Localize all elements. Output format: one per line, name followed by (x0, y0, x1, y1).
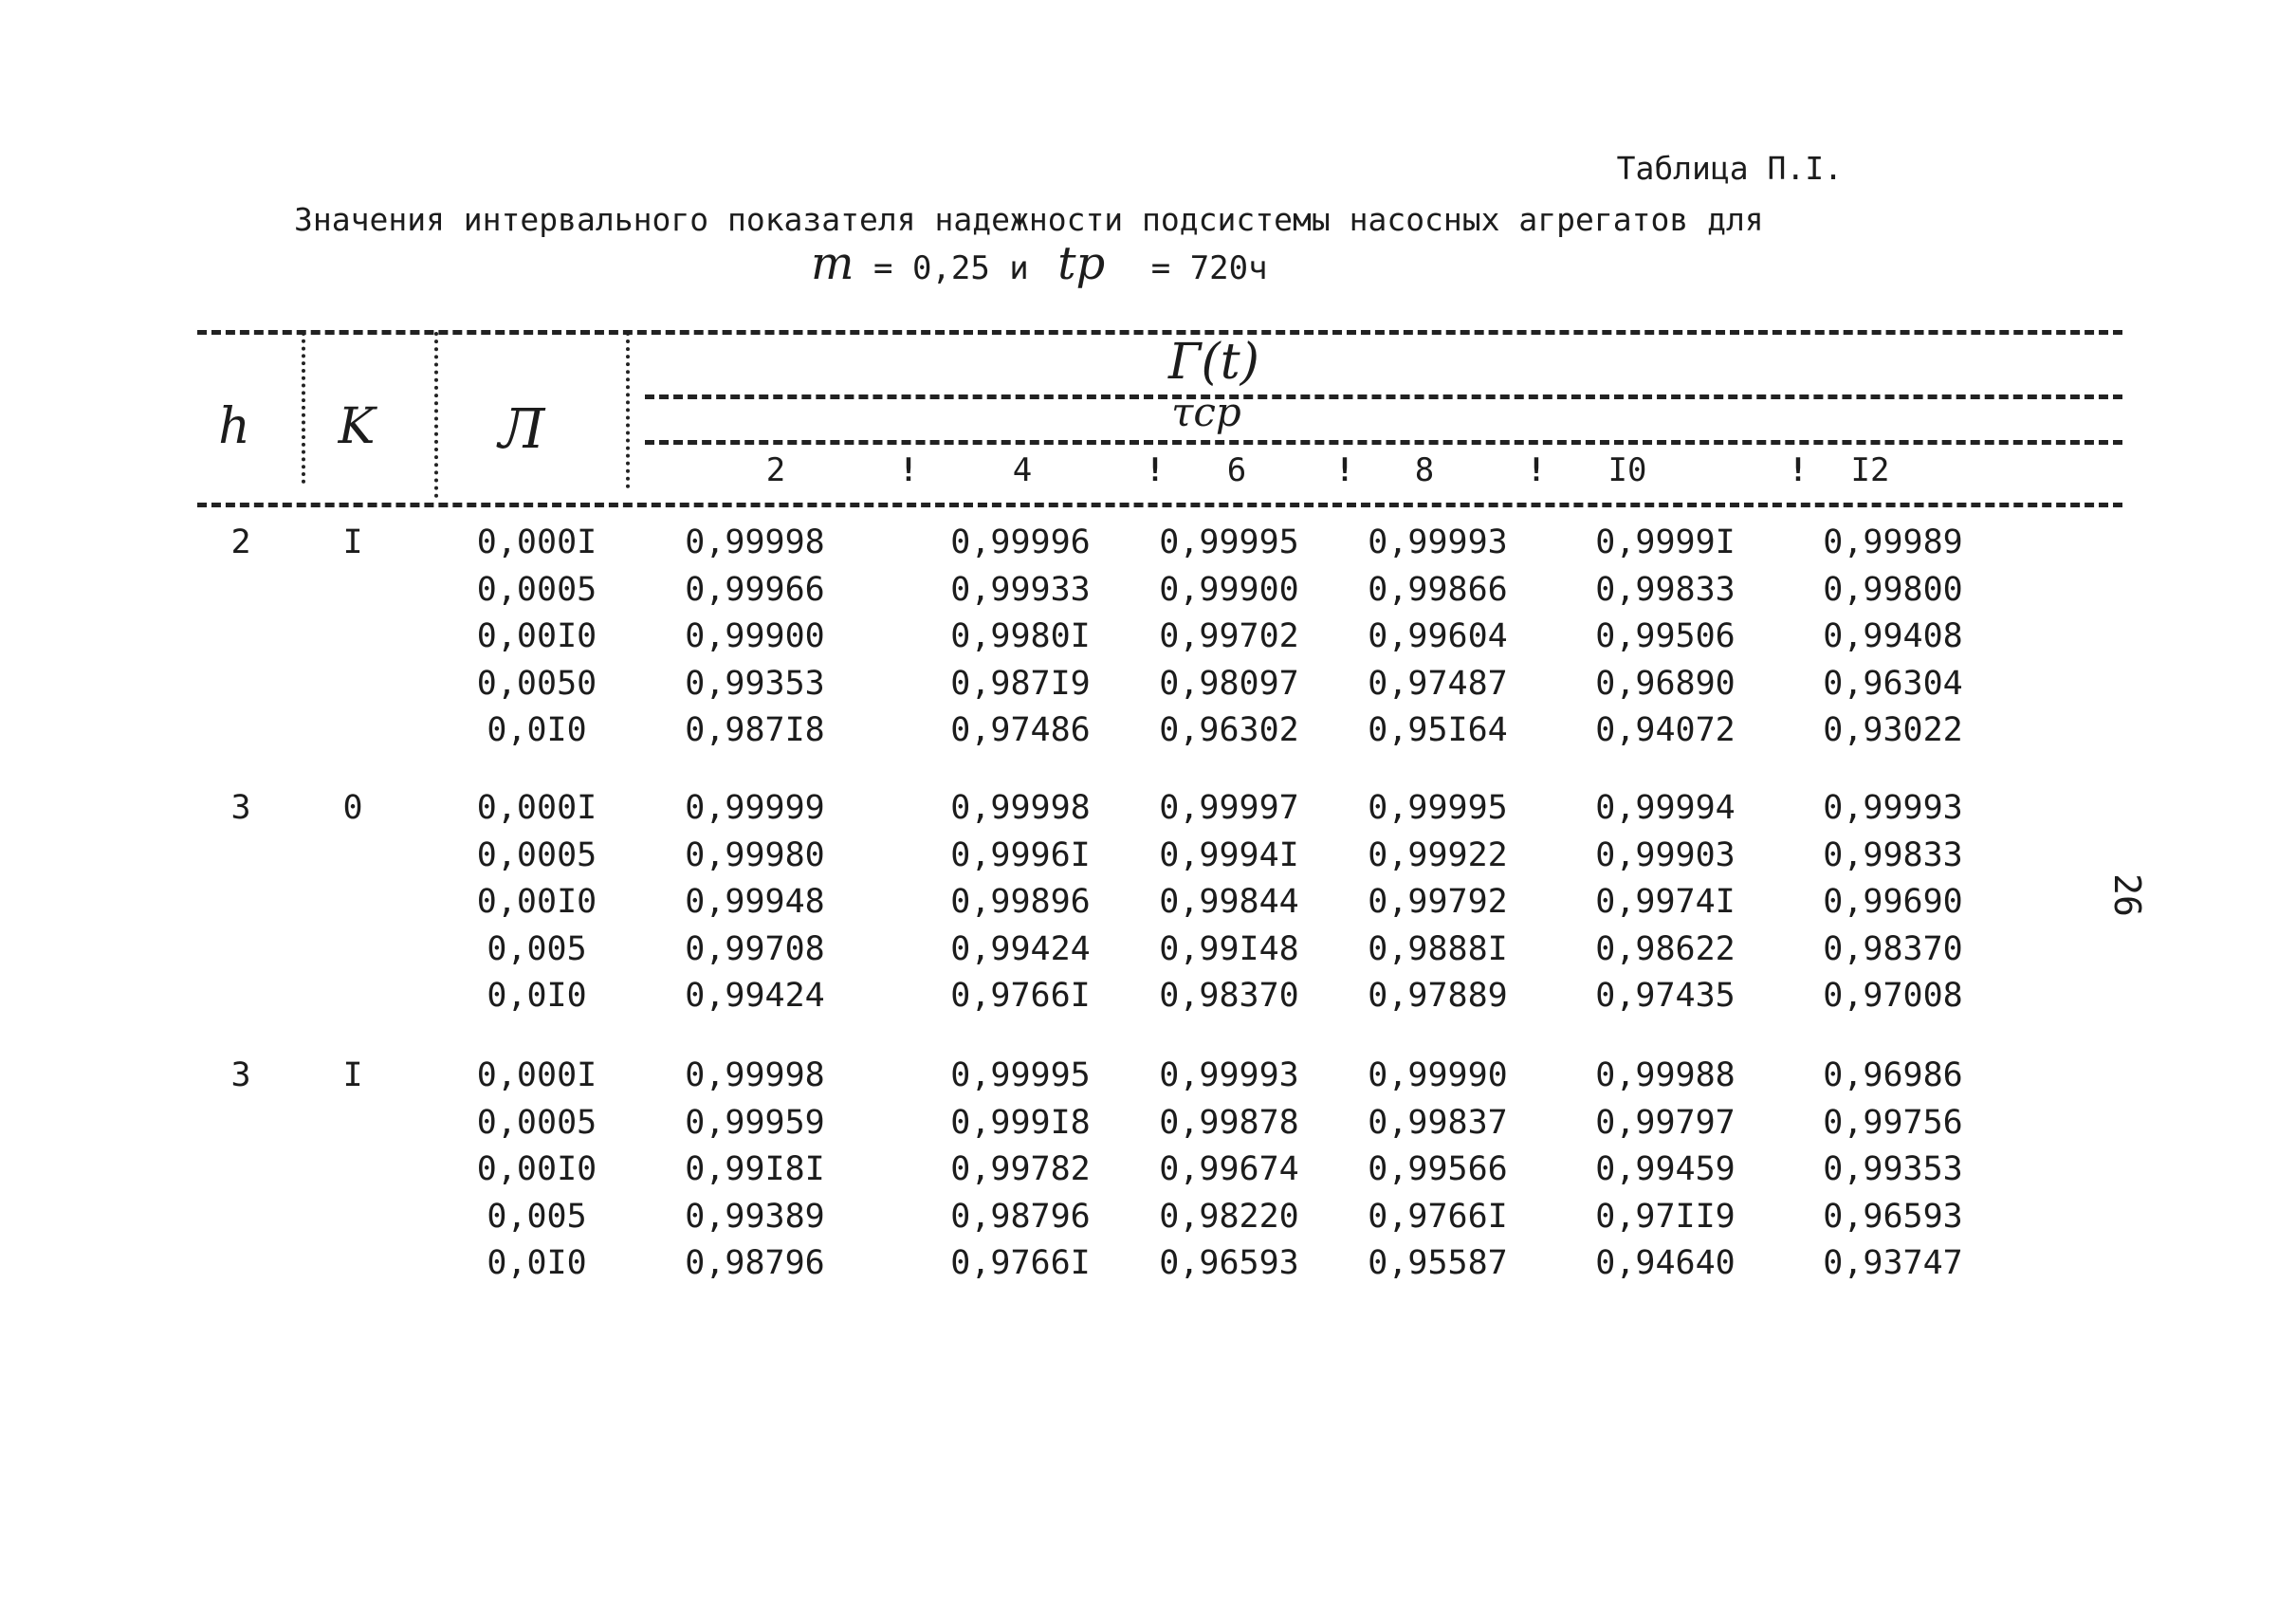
reliability-value-cell: 0,97435 (1595, 977, 1736, 1015)
reliability-value-cell: 0,99993 (1159, 1056, 1299, 1094)
column-divider: ! (1526, 451, 1547, 489)
header-tau: τср (1171, 389, 1241, 435)
reliability-value-cell: 0,94640 (1595, 1244, 1736, 1282)
reliability-value-cell: 0,99980 (685, 835, 825, 874)
reliability-value-cell: 0,99690 (1823, 883, 1963, 921)
reliability-value-cell: 0,9766I (950, 1244, 1091, 1282)
reliability-value-cell: 0,99999 (685, 789, 825, 827)
reliability-value-cell: 0,99996 (950, 523, 1091, 561)
lambda-cell: 0,00I0 (476, 883, 597, 921)
lambda-cell: 0,000I (476, 523, 597, 561)
reliability-value-cell: 0,98097 (1159, 664, 1299, 703)
reliability-value-cell: 0,95I64 (1368, 711, 1508, 749)
reliability-value-cell: 0,99998 (950, 789, 1091, 827)
reliability-value-cell: 0,9766I (1368, 1197, 1508, 1236)
table-parameters (811, 237, 1268, 290)
reliability-value-cell: 0,99994 (1595, 789, 1736, 827)
reliability-value-cell: 0,99896 (950, 883, 1091, 921)
lambda-cell: 0,0050 (476, 664, 597, 703)
reliability-value-cell: 0,99997 (1159, 789, 1299, 827)
lambda-cell: 0,0I0 (487, 711, 587, 749)
reliability-value-cell: 0,99506 (1595, 617, 1736, 655)
reliability-value-cell: 0,9888I (1368, 929, 1508, 968)
reliability-value-cell: 0,99922 (1368, 835, 1508, 874)
header-bottom-rule (197, 503, 2122, 507)
tau-column-12: I2 (1850, 451, 1890, 489)
reliability-value-cell: 0,9994I (1159, 835, 1299, 874)
reliability-value-cell: 0,94072 (1595, 711, 1736, 749)
table-label: Таблица П.I. (1616, 150, 1843, 187)
reliability-value-cell: 0,95587 (1368, 1244, 1508, 1282)
reliability-value-cell: 0,99408 (1823, 617, 1963, 655)
reliability-value-cell: 0,96986 (1823, 1056, 1963, 1094)
header-k: K (338, 398, 376, 455)
tau-column-8: 8 (1414, 451, 1435, 489)
tp-symbol: tp (1057, 237, 1106, 290)
reliability-value-cell: 0,96593 (1159, 1244, 1299, 1282)
reliability-value-cell: 0,99998 (685, 1056, 825, 1094)
reliability-value-cell: 0,99353 (685, 664, 825, 703)
reliability-value-cell: 0,99948 (685, 883, 825, 921)
reliability-value-cell: 0,99389 (685, 1197, 825, 1236)
reliability-value-cell: 0,99353 (1823, 1150, 1963, 1188)
reliability-value-cell: 0,99903 (1595, 835, 1736, 874)
reliability-value-cell: 0,98370 (1159, 977, 1299, 1015)
reliability-value-cell: 0,99708 (685, 929, 825, 968)
reliability-value-cell: 0,99900 (1159, 570, 1299, 609)
column-divider: ! (1334, 451, 1355, 489)
group-k: I (342, 523, 363, 561)
reliability-value-cell: 0,99797 (1595, 1103, 1736, 1142)
reliability-value-cell: 0,99966 (685, 570, 825, 609)
lambda-cell: 0,005 (487, 929, 587, 968)
reliability-value-cell: 0,99833 (1823, 835, 1963, 874)
reliability-value-cell: 0,98796 (950, 1197, 1091, 1236)
reliability-value-cell: 0,99878 (1159, 1103, 1299, 1142)
reliability-value-cell: 0,99990 (1368, 1056, 1508, 1094)
reliability-value-cell: 0,99604 (1368, 617, 1508, 655)
reliability-value-cell: 0,99756 (1823, 1103, 1963, 1142)
reliability-value-cell: 0,96593 (1823, 1197, 1963, 1236)
header-top-rule (197, 330, 2122, 335)
reliability-value-cell: 0,99459 (1595, 1150, 1736, 1188)
group-n: 2 (230, 523, 251, 561)
reliability-value-cell: 0,99900 (685, 617, 825, 655)
group-n: 3 (230, 1056, 251, 1094)
column-divider: ! (898, 451, 919, 489)
reliability-value-cell: 0,99800 (1823, 570, 1963, 609)
m-value: = 0,25 и (873, 249, 1029, 287)
reliability-value-cell: 0,9974I (1595, 883, 1736, 921)
reliability-value-cell: 0,96304 (1823, 664, 1963, 703)
header-tau-rule (645, 440, 2122, 445)
reliability-value-cell: 0,99566 (1368, 1150, 1508, 1188)
reliability-value-cell: 0,99993 (1823, 789, 1963, 827)
reliability-value-cell: 0,98796 (685, 1244, 825, 1282)
page-number: 26 (2105, 873, 2148, 917)
reliability-value-cell: 0,99I8I (685, 1150, 825, 1188)
header-separator (302, 332, 305, 484)
reliability-value-cell: 0,99995 (1159, 523, 1299, 561)
lambda-cell: 0,005 (487, 1197, 587, 1236)
reliability-value-cell: 0,99988 (1595, 1056, 1736, 1094)
table-caption: Значения интервального показателя надежности подсистемы насосных агрегатов для (294, 201, 1764, 238)
header-reliability-group: Г(t) (1168, 334, 1259, 391)
reliability-value-cell: 0,97487 (1368, 664, 1508, 703)
reliability-value-cell: 0,97889 (1368, 977, 1508, 1015)
reliability-value-cell: 0,97486 (950, 711, 1091, 749)
lambda-cell: 0,000I (476, 1056, 597, 1094)
header-lambda: Л (498, 396, 545, 461)
reliability-value-cell: 0,999I8 (950, 1103, 1091, 1142)
reliability-value-cell: 0,9980I (950, 617, 1091, 655)
tau-column-6: 6 (1226, 451, 1247, 489)
header-separator (626, 332, 630, 488)
reliability-value-cell: 0,99I48 (1159, 929, 1299, 968)
lambda-cell: 0,0005 (476, 1103, 597, 1142)
reliability-value-cell: 0,99959 (685, 1103, 825, 1142)
group-n: 3 (230, 789, 251, 827)
m-symbol: m (811, 237, 854, 290)
reliability-value-cell: 0,99837 (1368, 1103, 1508, 1142)
lambda-cell: 0,0I0 (487, 977, 587, 1015)
reliability-value-cell: 0,99674 (1159, 1150, 1299, 1188)
reliability-value-cell: 0,97008 (1823, 977, 1963, 1015)
header-group-rule (645, 394, 2122, 399)
reliability-value-cell: 0,99844 (1159, 883, 1299, 921)
reliability-value-cell: 0,987I9 (950, 664, 1091, 703)
reliability-value-cell: 0,99933 (950, 570, 1091, 609)
reliability-value-cell: 0,99998 (685, 523, 825, 561)
tau-column-2: 2 (765, 451, 786, 489)
header-separator (434, 332, 438, 498)
column-divider: ! (1145, 451, 1166, 489)
reliability-value-cell: 0,99782 (950, 1150, 1091, 1188)
tau-column-4: 4 (1012, 451, 1033, 489)
reliability-value-cell: 0,99993 (1368, 523, 1508, 561)
lambda-cell: 0,0005 (476, 570, 597, 609)
column-divider: ! (1788, 451, 1809, 489)
reliability-value-cell: 0,9766I (950, 977, 1091, 1015)
reliability-value-cell: 0,96890 (1595, 664, 1736, 703)
group-k: I (342, 1056, 363, 1094)
tau-column-10: I0 (1607, 451, 1647, 489)
reliability-value-cell: 0,987I8 (685, 711, 825, 749)
tp-value: = 720ч (1150, 249, 1268, 287)
lambda-cell: 0,0I0 (487, 1244, 587, 1282)
reliability-value-cell: 0,99989 (1823, 523, 1963, 561)
reliability-value-cell: 0,96302 (1159, 711, 1299, 749)
reliability-value-cell: 0,99424 (685, 977, 825, 1015)
reliability-value-cell: 0,98370 (1823, 929, 1963, 968)
reliability-value-cell: 0,99424 (950, 929, 1091, 968)
reliability-value-cell: 0,97II9 (1595, 1197, 1736, 1236)
reliability-value-cell: 0,9999I (1595, 523, 1736, 561)
lambda-cell: 0,00I0 (476, 1150, 597, 1188)
group-k: 0 (342, 789, 363, 827)
reliability-value-cell: 0,99995 (950, 1056, 1091, 1094)
reliability-value-cell: 0,93022 (1823, 711, 1963, 749)
reliability-value-cell: 0,99792 (1368, 883, 1508, 921)
reliability-value-cell: 0,93747 (1823, 1244, 1963, 1282)
lambda-cell: 0,000I (476, 789, 597, 827)
reliability-value-cell: 0,99702 (1159, 617, 1299, 655)
reliability-value-cell: 0,98622 (1595, 929, 1736, 968)
reliability-value-cell: 0,99833 (1595, 570, 1736, 609)
lambda-cell: 0,00I0 (476, 617, 597, 655)
header-n: h (218, 398, 250, 455)
reliability-value-cell: 0,99866 (1368, 570, 1508, 609)
reliability-value-cell: 0,9996I (950, 835, 1091, 874)
reliability-value-cell: 0,99995 (1368, 789, 1508, 827)
reliability-value-cell: 0,98220 (1159, 1197, 1299, 1236)
lambda-cell: 0,0005 (476, 835, 597, 874)
